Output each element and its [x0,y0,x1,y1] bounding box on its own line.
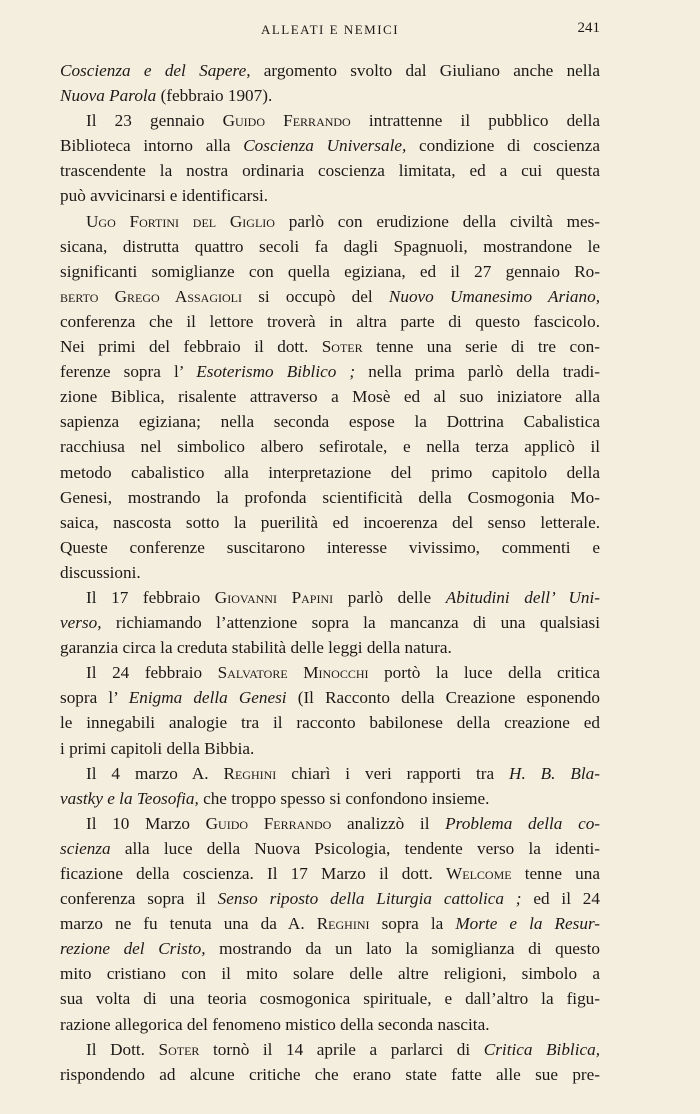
text-line [60,535,600,560]
text-segment: richiamando l’attenzione sopra la mancanza di una qualsiasi [101,613,600,633]
text-segment: sua volta di una teoria cosmogonica spirituale, e dall’altro la figu- [60,989,600,1009]
italic-text: Senso riposto della Liturgia cattolica ; [217,889,522,909]
text-line [60,284,600,309]
small-caps-name: Soter [158,1039,200,1059]
text-segment: le innegabili analogie tra il racconto babilonese della creazione ed [60,713,600,733]
text-line [60,409,600,434]
text-line [60,384,600,409]
small-caps-name: Giovanni Papini [214,587,334,607]
text-segment: trascendente la nostra ordinaria coscienza limitata, ed a cui questa [60,161,600,181]
small-caps-name: Reghini [316,914,370,934]
italic-text: Esoterismo Biblico ; [196,362,356,382]
italic-text: scienza [60,838,111,858]
text-line [60,836,600,861]
text-line [60,209,600,234]
text-segment: nella prima parlò della tradi- [355,362,600,382]
text-line [60,936,600,961]
text-segment: Il 4 marzo A. [86,763,224,783]
body-text [60,58,600,1087]
text-segment: parlò con erudizione della civiltà mes- [274,211,600,231]
text-segment: che troppo spesso si confondono insieme. [198,788,490,808]
text-line [60,736,600,761]
italic-text: Coscienza Universale, [243,136,407,156]
italic-text: Critica Biblica, [483,1039,600,1059]
text-line [60,510,600,535]
text-segment: conferenza sopra il [60,889,218,909]
text-line [60,460,600,485]
text-segment: (Il Racconto della Creazione esponendo [286,688,600,708]
text-line [60,1037,600,1062]
text-segment: racchiusa nel simbolico albero sefirotale, e nella terza applicò il [60,437,600,457]
text-line [60,660,600,685]
italic-text: Nuovo Umanesimo Ariano, [388,286,600,306]
text-segment: sopra l’ [60,688,129,708]
text-segment: Biblioteca intorno alla [60,136,244,156]
text-segment: Il 24 febbraio [86,663,218,683]
text-segment: rispondendo ad alcune critiche che erano state fatte alle sue pre- [60,1064,600,1084]
text-line [60,811,600,836]
page-header [60,20,600,42]
text-segment: garanzia circa la creduta stabilità delle leggi della natura. [60,638,452,658]
italic-text: Morte e la Resur- [455,914,601,934]
running-title: ALLEATI E NEMICI [260,22,400,37]
italic-text: verso, [60,613,102,633]
small-caps-name: berto Grego Assagioli [60,286,242,306]
text-line [60,83,600,108]
text-line [60,560,600,585]
text-segment: Genesi, mostrando la profonda scientificità della Cosmogonia Mo- [60,487,600,507]
text-segment: zione Biblica, risalente attraverso a Mosè ed al suo iniziatore alla [60,387,600,407]
text-segment: Queste conferenze suscitarono interesse vivissimo, commenti e [60,537,600,557]
text-line [60,610,600,635]
text-segment: analizzò il [331,813,446,833]
text-line [60,334,600,359]
text-line [60,986,600,1011]
italic-text: H. B. Bla- [509,763,600,783]
italic-text: rezione del Cristo, [60,939,206,959]
text-segment: (febbraio 1907). [156,86,273,106]
text-segment: conferenza che il lettore troverà in altra parte di questo fascicolo. [60,311,600,331]
text-segment: tenne una [511,864,600,883]
small-caps-name: Reghini [223,763,277,783]
text-line [60,309,600,334]
text-line [60,710,600,735]
small-caps-name: Salvatore Minocchi [217,663,369,683]
text-line [60,485,600,510]
text-segment: ed il 24 [521,889,600,909]
text-segment: mostrando da un lato la somiglianza di questo [205,939,600,959]
small-caps-name: Guido Ferrando [222,111,351,131]
small-caps-name: Soter [321,337,363,357]
text-line [60,861,600,886]
text-line [60,58,600,83]
text-segment: razione allegorica del fenomeno mistico della seconda nascita. [60,1014,490,1034]
text-line [60,911,600,936]
text-segment: marzo ne fu tenuta una da A. [60,914,317,934]
text-segment: tornò il 14 aprile a parlarci di [199,1039,484,1059]
text-segment: può avvicinarsi e identificarsi. [60,186,269,206]
text-line [60,359,600,384]
text-line [60,786,600,811]
text-segment: metodo cabalistico alla interpretazione del primo capitolo della [60,462,600,482]
text-segment: Il 23 gennaio [86,111,223,131]
text-segment: mito cristiano con il mito solare delle altre religioni, simbolo a [60,964,600,984]
text-line [60,259,600,284]
text-segment: condizione di coscienza [406,136,600,156]
text-segment: ficazione della coscienza. Il 17 Marzo il dott. [60,864,447,883]
italic-text: Nuova Parola [60,86,157,106]
text-segment: Il Dott. [86,1039,159,1059]
small-caps-name: Guido Ferrando [205,813,332,833]
small-caps-name: Welcome [446,864,512,883]
text-line [60,234,600,259]
page-number: 241 [577,20,600,36]
text-segment: discussioni. [60,562,141,582]
text-segment: portò la luce della critica [368,663,600,683]
text-segment: significanti somiglianze con quella egiziana, ed il 27 gennaio Ro- [60,261,600,281]
text-line [60,961,600,986]
text-segment: parlò delle [333,587,446,607]
text-line [60,635,600,660]
text-segment: Il 17 febbraio [86,587,215,607]
text-segment: Il 10 Marzo [86,813,206,833]
text-segment: sapienza egiziana; nella seconda espose la Dottrina Cabalistica [60,412,600,432]
italic-text: vastky e la Teosofia, [60,788,199,808]
italic-text: Abitudini dell’ Uni- [445,587,600,607]
text-segment: i primi capitoli della Bibbia. [60,738,255,758]
text-line [60,183,600,208]
text-segment: chiarì i veri rapporti tra [276,763,510,783]
text-segment: sicana, distrutta quattro secoli fa dagli Spagnuoli, mostrandone le [60,236,600,256]
text-line [60,886,600,911]
italic-text: Coscienza e del Sapere, [60,61,251,80]
text-segment: si occupò del [242,286,389,306]
text-line [60,133,600,158]
text-line [60,158,600,183]
text-segment: Nei primi del febbraio il dott. [60,337,322,357]
small-caps-name: Ugo Fortini del Giglio [86,211,275,231]
text-segment: argomento svolto dal Giuliano anche nella [250,61,600,80]
text-line [60,685,600,710]
text-segment: intrattenne il pubblico della [350,111,600,131]
text-segment: sopra la [369,914,456,934]
text-segment: saica, nascosta sotto la puerilità ed incoerenza del senso letterale. [60,512,600,532]
italic-text: Enigma della Genesi [128,688,287,708]
text-line [60,1062,600,1087]
text-segment: tenne una serie di tre con- [362,337,600,357]
italic-text: Problema della co- [445,813,601,833]
text-line [60,585,600,610]
text-line [60,761,600,786]
text-line [60,434,600,459]
text-line [60,1012,600,1037]
text-segment: ferenze sopra l’ [60,362,197,382]
text-segment: alla luce della Nuova Psicologia, tendente verso la identi- [110,838,600,858]
text-line [60,108,600,133]
